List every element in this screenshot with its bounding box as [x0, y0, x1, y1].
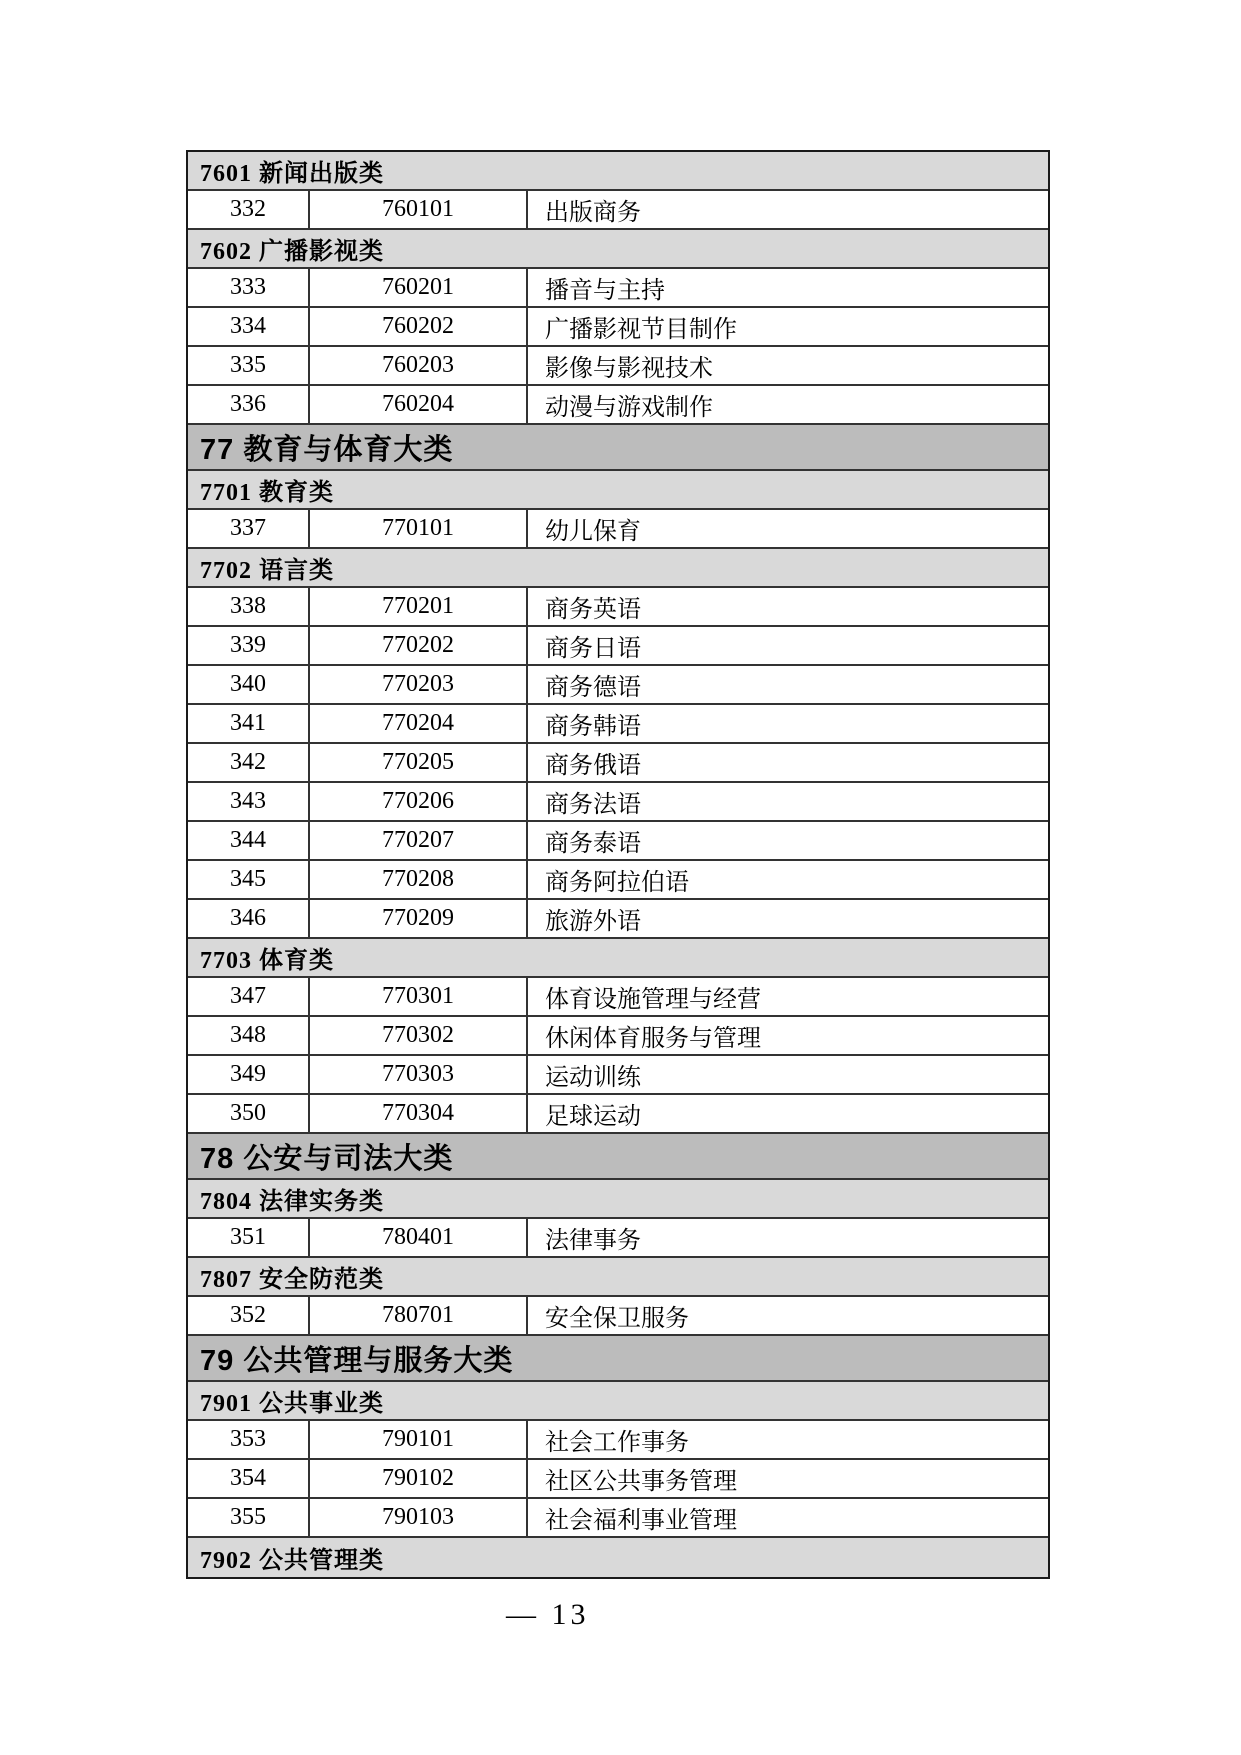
sub-category-header-row: [188, 1382, 1048, 1421]
major-code: 770206: [310, 783, 528, 820]
major-name: 影像与影视技术: [545, 356, 713, 382]
sub-category-title: 7703 体育类: [200, 948, 334, 974]
major-code: 760101: [310, 191, 528, 228]
row-seq-number: 335: [188, 347, 310, 384]
table-row: [188, 308, 1048, 347]
major-code: 770205: [310, 744, 528, 781]
row-seq-number: 355: [188, 1499, 310, 1536]
row-seq-number: 338: [188, 588, 310, 625]
sub-category-header-row: [188, 152, 1048, 191]
table-row: [188, 347, 1048, 386]
table-row: [188, 627, 1048, 666]
table-row: [188, 1219, 1048, 1258]
major-category-header-row: [188, 1134, 1048, 1180]
row-seq-number: 349: [188, 1056, 310, 1093]
row-seq-number: 346: [188, 900, 310, 937]
row-seq-number: 348: [188, 1017, 310, 1054]
row-seq-number: 345: [188, 861, 310, 898]
sub-category-header-row: [188, 1258, 1048, 1297]
major-name: 动漫与游戏制作: [545, 395, 713, 421]
major-name: 休闲体育服务与管理: [545, 1026, 761, 1052]
table-row: [188, 900, 1048, 939]
major-name: 商务英语: [545, 597, 641, 623]
major-code: 770101: [310, 510, 528, 547]
table-row: [188, 1499, 1048, 1538]
major-code: 790102: [310, 1460, 528, 1497]
row-seq-number: 350: [188, 1095, 310, 1132]
row-seq-number: 351: [188, 1219, 310, 1256]
major-category-title: 78 公安与司法大类: [200, 1142, 454, 1175]
table-row: [188, 1421, 1048, 1460]
table-row: [188, 588, 1048, 627]
major-name: 运动训练: [545, 1065, 641, 1091]
sub-category-title: 7807 安全防范类: [200, 1267, 384, 1293]
major-code: 770304: [310, 1095, 528, 1132]
row-seq-number: 333: [188, 269, 310, 306]
major-name: 播音与主持: [545, 278, 665, 304]
sub-category-header-row: [188, 939, 1048, 978]
table-row: [188, 510, 1048, 549]
row-seq-number: 353: [188, 1421, 310, 1458]
major-category-title: 79 公共管理与服务大类: [200, 1344, 514, 1377]
major-name: 商务德语: [545, 675, 641, 701]
major-code: 770201: [310, 588, 528, 625]
major-category-header-row: [188, 425, 1048, 471]
row-seq-number: 347: [188, 978, 310, 1015]
major-name: 商务阿拉伯语: [545, 870, 689, 896]
major-code: 770203: [310, 666, 528, 703]
row-seq-number: 342: [188, 744, 310, 781]
major-code: 770301: [310, 978, 528, 1015]
table-row: [188, 1297, 1048, 1336]
sub-category-title: 7804 法律实务类: [200, 1189, 384, 1215]
major-name: 社会福利事业管理: [545, 1508, 737, 1534]
row-seq-number: 354: [188, 1460, 310, 1497]
major-code: 760202: [310, 308, 528, 345]
major-code: 770303: [310, 1056, 528, 1093]
major-name: 社区公共事务管理: [545, 1469, 737, 1495]
row-seq-number: 337: [188, 510, 310, 547]
major-name: 广播影视节目制作: [545, 317, 737, 343]
row-seq-number: 340: [188, 666, 310, 703]
row-seq-number: 352: [188, 1297, 310, 1334]
row-seq-number: 343: [188, 783, 310, 820]
sub-category-header-row: [188, 549, 1048, 588]
table-row: [188, 1056, 1048, 1095]
row-seq-number: 334: [188, 308, 310, 345]
major-name: 社会工作事务: [545, 1430, 689, 1456]
major-name: 商务韩语: [545, 714, 641, 740]
major-category-title: 77 教育与体育大类: [200, 433, 454, 466]
sub-category-header-row: [188, 230, 1048, 269]
table-row: [188, 744, 1048, 783]
sub-category-header-row: [188, 1538, 1048, 1577]
major-code: 760203: [310, 347, 528, 384]
major-code-table: [186, 150, 1050, 1579]
major-code: 770207: [310, 822, 528, 859]
sub-category-header-row: [188, 471, 1048, 510]
major-code: 780401: [310, 1219, 528, 1256]
table-row: [188, 269, 1048, 308]
table-row: [188, 1017, 1048, 1056]
row-seq-number: 341: [188, 705, 310, 742]
sub-category-title: 7701 教育类: [200, 480, 334, 506]
table-row: [188, 822, 1048, 861]
major-name: 商务日语: [545, 636, 641, 662]
table-row: [188, 978, 1048, 1017]
sub-category-header-row: [188, 1180, 1048, 1219]
row-seq-number: 336: [188, 386, 310, 423]
major-name: 体育设施管理与经营: [545, 987, 761, 1013]
major-name: 出版商务: [545, 200, 641, 226]
table-row: [188, 191, 1048, 230]
table-row: [188, 1460, 1048, 1499]
major-code: 760201: [310, 269, 528, 306]
sub-category-title: 7601 新闻出版类: [200, 161, 384, 187]
sub-category-title: 7902 公共管理类: [200, 1548, 384, 1574]
major-name: 商务法语: [545, 792, 641, 818]
major-name: 幼儿保育: [545, 519, 641, 545]
table-row: [188, 705, 1048, 744]
table-row: [188, 386, 1048, 425]
major-code: 770208: [310, 861, 528, 898]
major-name: 商务泰语: [545, 831, 641, 857]
major-code: 790101: [310, 1421, 528, 1458]
major-name: 法律事务: [545, 1228, 641, 1254]
major-code: 770302: [310, 1017, 528, 1054]
major-category-header-row: [188, 1336, 1048, 1382]
major-code: 790103: [310, 1499, 528, 1536]
major-name: 旅游外语: [545, 909, 641, 935]
page-number: — 13: [506, 1598, 590, 1631]
major-code: 770209: [310, 900, 528, 937]
sub-category-title: 7602 广播影视类: [200, 239, 384, 265]
row-seq-number: 344: [188, 822, 310, 859]
major-name: 商务俄语: [545, 753, 641, 779]
row-seq-number: 339: [188, 627, 310, 664]
table-row: [188, 861, 1048, 900]
major-code: 780701: [310, 1297, 528, 1334]
table-row: [188, 783, 1048, 822]
sub-category-title: 7901 公共事业类: [200, 1391, 384, 1417]
major-name: 足球运动: [545, 1104, 641, 1130]
major-code: 770202: [310, 627, 528, 664]
table-row: [188, 1095, 1048, 1134]
row-seq-number: 332: [188, 191, 310, 228]
major-code: 770204: [310, 705, 528, 742]
major-code: 760204: [310, 386, 528, 423]
table-row: [188, 666, 1048, 705]
sub-category-title: 7702 语言类: [200, 558, 334, 584]
major-name: 安全保卫服务: [545, 1306, 689, 1332]
